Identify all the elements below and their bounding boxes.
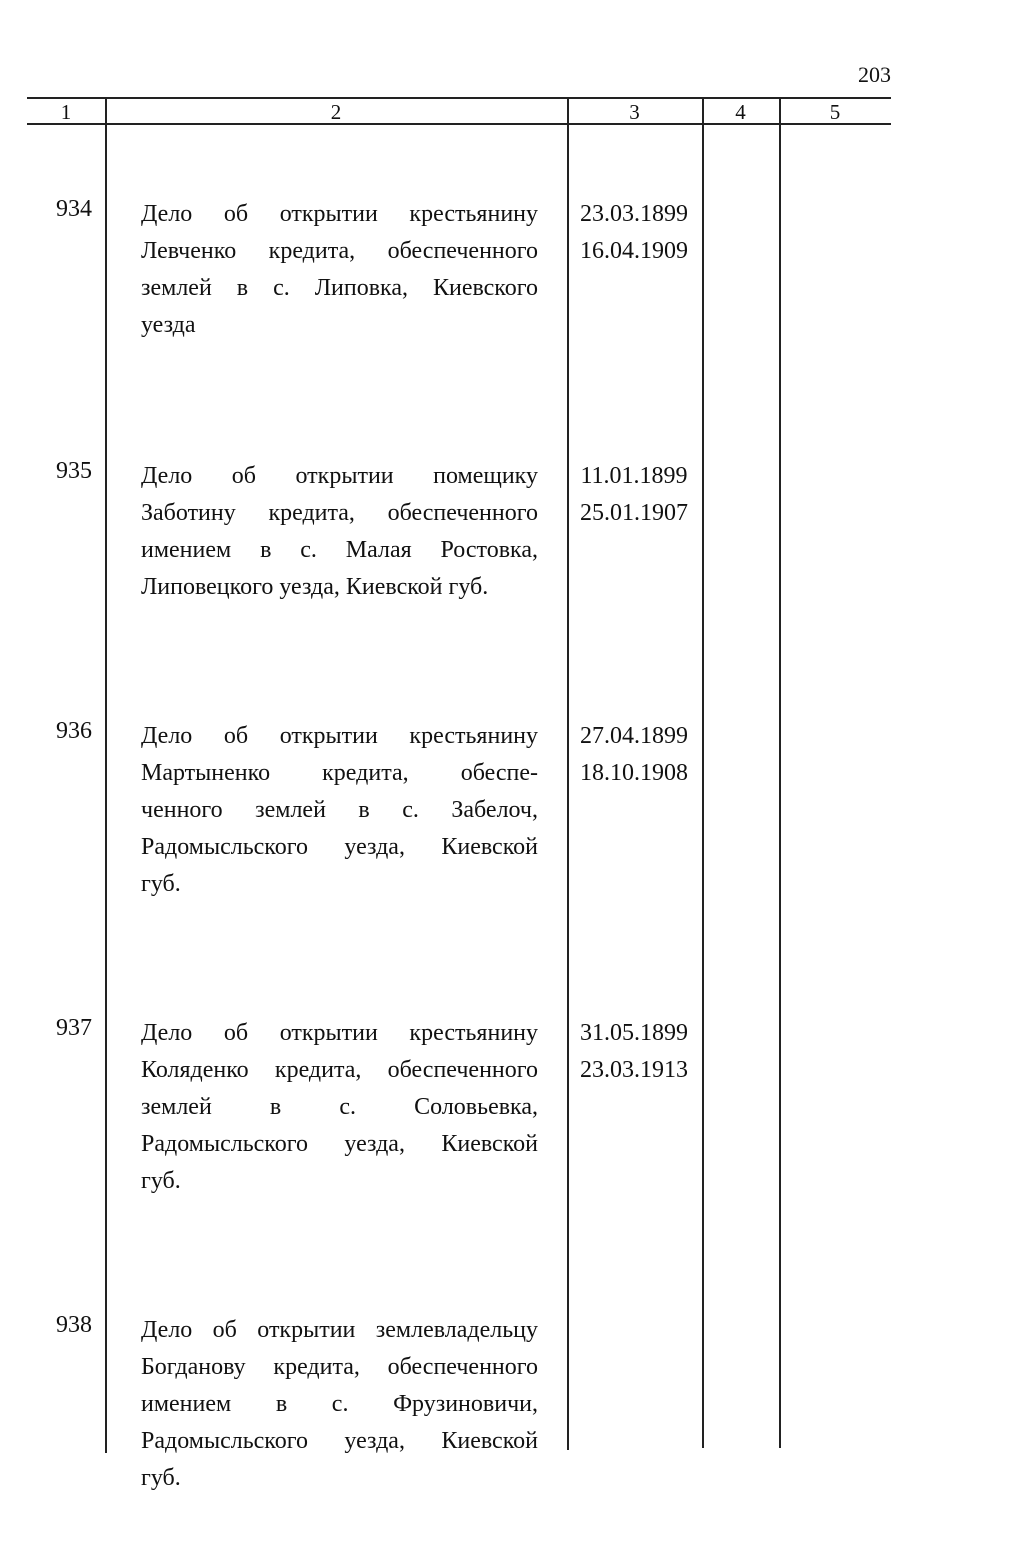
description-line: имением в с. Малая Ростовка, xyxy=(141,537,538,563)
description-line: Дело об открытии землевладельцу xyxy=(141,1317,538,1343)
description-line: Дело об открытии помещику xyxy=(141,463,538,489)
description-line: Дело об открытии крестьянину xyxy=(141,723,538,749)
column-header-5: 5 xyxy=(829,100,841,124)
entry-date: 18.10.1908 xyxy=(580,760,688,786)
entry-dates xyxy=(574,196,694,270)
entry-dates xyxy=(574,458,694,532)
description-line: Мартыненко кредита, обеспе- xyxy=(141,760,538,786)
entry-number: 936 xyxy=(56,718,92,744)
description-line: Дело об открытии крестьянину xyxy=(141,201,538,227)
column-divider xyxy=(702,98,704,1448)
description-line: уезда xyxy=(141,312,196,338)
column-header-4: 4 xyxy=(735,100,746,124)
description-line: Левченко кредита, обеспеченного xyxy=(141,238,538,264)
entry-number: 935 xyxy=(56,458,92,484)
entry-number: 934 xyxy=(56,196,92,222)
description-line: Богданову кредита, обеспеченного xyxy=(141,1354,538,1380)
description-line: ченного землей в с. Забелоч, xyxy=(141,797,538,823)
description-line: Липовецкого уезда, Киевской губ. xyxy=(141,574,489,600)
description-line: землей в с. Соловьевка, xyxy=(141,1094,538,1120)
entry-description xyxy=(141,196,538,344)
column-divider xyxy=(779,98,781,1448)
entry-number: 937 xyxy=(56,1015,92,1041)
description-line: губ. xyxy=(141,1168,181,1194)
description-line: Дело об открытии крестьянину xyxy=(141,1020,538,1046)
column-header-2: 2 xyxy=(330,100,342,124)
description-line: землей в с. Липовка, Киевского xyxy=(141,275,538,301)
description-line: Радомысльского уезда, Киевской xyxy=(141,1131,538,1157)
column-header-3: 3 xyxy=(629,100,640,124)
entry-date: 16.04.1909 xyxy=(580,238,688,264)
entry-date: 25.01.1907 xyxy=(580,500,688,526)
column-header-1: 1 xyxy=(60,100,72,124)
entry-dates xyxy=(574,1015,694,1089)
entry-number: 938 xyxy=(56,1312,92,1338)
entry-date: 23.03.1913 xyxy=(580,1057,688,1083)
entry-dates xyxy=(574,718,694,792)
entry-date: 27.04.1899 xyxy=(580,723,688,749)
entry-description xyxy=(141,458,538,606)
description-line: Радомысльского уезда, Киевской xyxy=(141,834,538,860)
table-top-rule xyxy=(27,97,891,99)
entry-description xyxy=(141,1015,538,1200)
description-line: Заботину кредита, обеспеченного xyxy=(141,500,538,526)
description-line: губ. xyxy=(141,1465,181,1491)
entry-description xyxy=(141,718,538,903)
description-line: имением в с. Фрузиновичи, xyxy=(141,1391,538,1417)
column-divider xyxy=(105,98,107,1453)
description-line: Коляденко кредита, обеспеченного xyxy=(141,1057,538,1083)
page-number: 203 xyxy=(858,62,891,87)
column-divider xyxy=(567,98,569,1450)
description-line: губ. xyxy=(141,871,181,897)
entry-date: 23.03.1899 xyxy=(580,201,688,227)
description-line: Радомысльского уезда, Киевской xyxy=(141,1428,538,1454)
entry-date: 31.05.1899 xyxy=(580,1020,688,1046)
entry-description xyxy=(141,1312,538,1497)
entry-date: 11.01.1899 xyxy=(580,463,688,489)
